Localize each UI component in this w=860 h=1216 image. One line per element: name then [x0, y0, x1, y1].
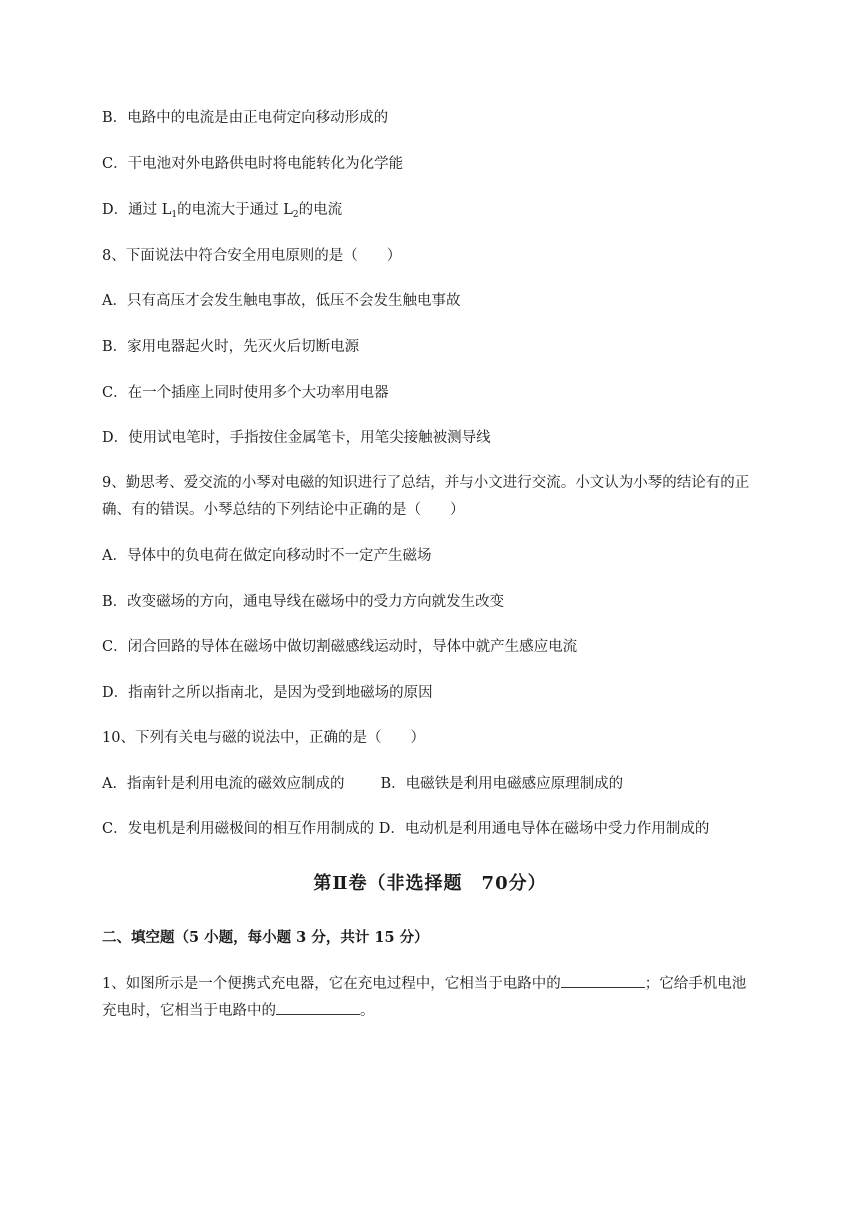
question-8-option-a: A．只有高压才会发生触电事故，低压不会发生触电事故: [102, 293, 461, 309]
q7-optd-mid: 的电流大于通过 L: [177, 202, 293, 218]
question-8-option-b: B．家用电器起火时，先灭火后切断电源: [102, 339, 360, 355]
fill1-line1-pre: 1、如图所示是一个便携式充电器，它在充电过程中，它相当于电路中的: [102, 976, 561, 992]
question-10-option-d: D．电动机是利用通电导体在磁场中受力作用制成的: [378, 821, 710, 837]
question-10-options-ab: [102, 774, 623, 794]
fill1-line1-post: ；它给手机电池: [644, 976, 747, 992]
answer-blank-2[interactable]: [276, 1000, 360, 1015]
fill1-line2-pre: 充电时，它相当于电路中的: [102, 1003, 276, 1019]
subscript-2: 2: [292, 210, 299, 220]
question-9-option-c: C．闭合回路的导体在磁场中做切割磁感线运动时，导体中就产生感应电流: [102, 639, 578, 655]
section-heading: 二、填空题（5 小题，每小题 3 分，共计 15 分）: [102, 929, 429, 946]
q7-optd-pre: D．通过 L: [102, 202, 172, 218]
question-9-stem-line1: 9、勤思考、爱交流的小琴对电磁的知识进行了总结，并与小文进行交流。小文认为小琴的结论有的正: [102, 475, 750, 491]
question-7-option-c: C．干电池对外电路供电时将电能转化为化学能: [102, 156, 404, 172]
question-8-stem: 8、下面说法中符合安全用电原则的是（ ）: [102, 248, 402, 264]
question-7-option-d: [102, 200, 342, 225]
q7-optd-post: 的电流: [298, 202, 343, 218]
question-9-option-b: B．改变磁场的方向，通电导线在磁场中的受力方向就发生改变: [102, 594, 505, 610]
answer-blank-1[interactable]: [561, 973, 645, 988]
question-10-option-a: A．指南针是利用电流的磁效应制成的: [102, 776, 345, 792]
fill-question-1-line2: [102, 1000, 375, 1021]
question-9-stem-line2: 确、有的错误。小琴总结的下列结论中正确的是（ ）: [102, 502, 465, 518]
question-9-option-d: D．指南针之所以指南北，是因为受到地磁场的原因: [102, 685, 433, 701]
question-10-option-c: C．发电机是利用磁极间的相互作用制成的: [102, 821, 375, 837]
fill1-line2-post: 。: [360, 1003, 375, 1019]
question-10-stem: 10、下列有关电与磁的说法中，正确的是（ ）: [102, 730, 425, 746]
question-8-option-c: C．在一个插座上同时使用多个大功率用电器: [102, 385, 389, 401]
question-10-option-b: B．电磁铁是利用电磁感应原理制成的: [380, 776, 624, 792]
part-2-title: 第Ⅱ卷（非选择题 70分）: [313, 873, 547, 894]
question-7-option-b: B．电路中的电流是由正电荷定向移动形成的: [102, 110, 389, 126]
subscript-1: 1: [171, 210, 178, 220]
fill-question-1-line1: [102, 973, 746, 994]
question-9-option-a: A．导体中的负电荷在做定向移动时不一定产生磁场: [102, 548, 432, 564]
question-8-option-d: D．使用试电笔时，手指按住金属笔卡，用笔尖接触被测导线: [102, 430, 491, 446]
question-10-options-cd: [102, 819, 709, 839]
